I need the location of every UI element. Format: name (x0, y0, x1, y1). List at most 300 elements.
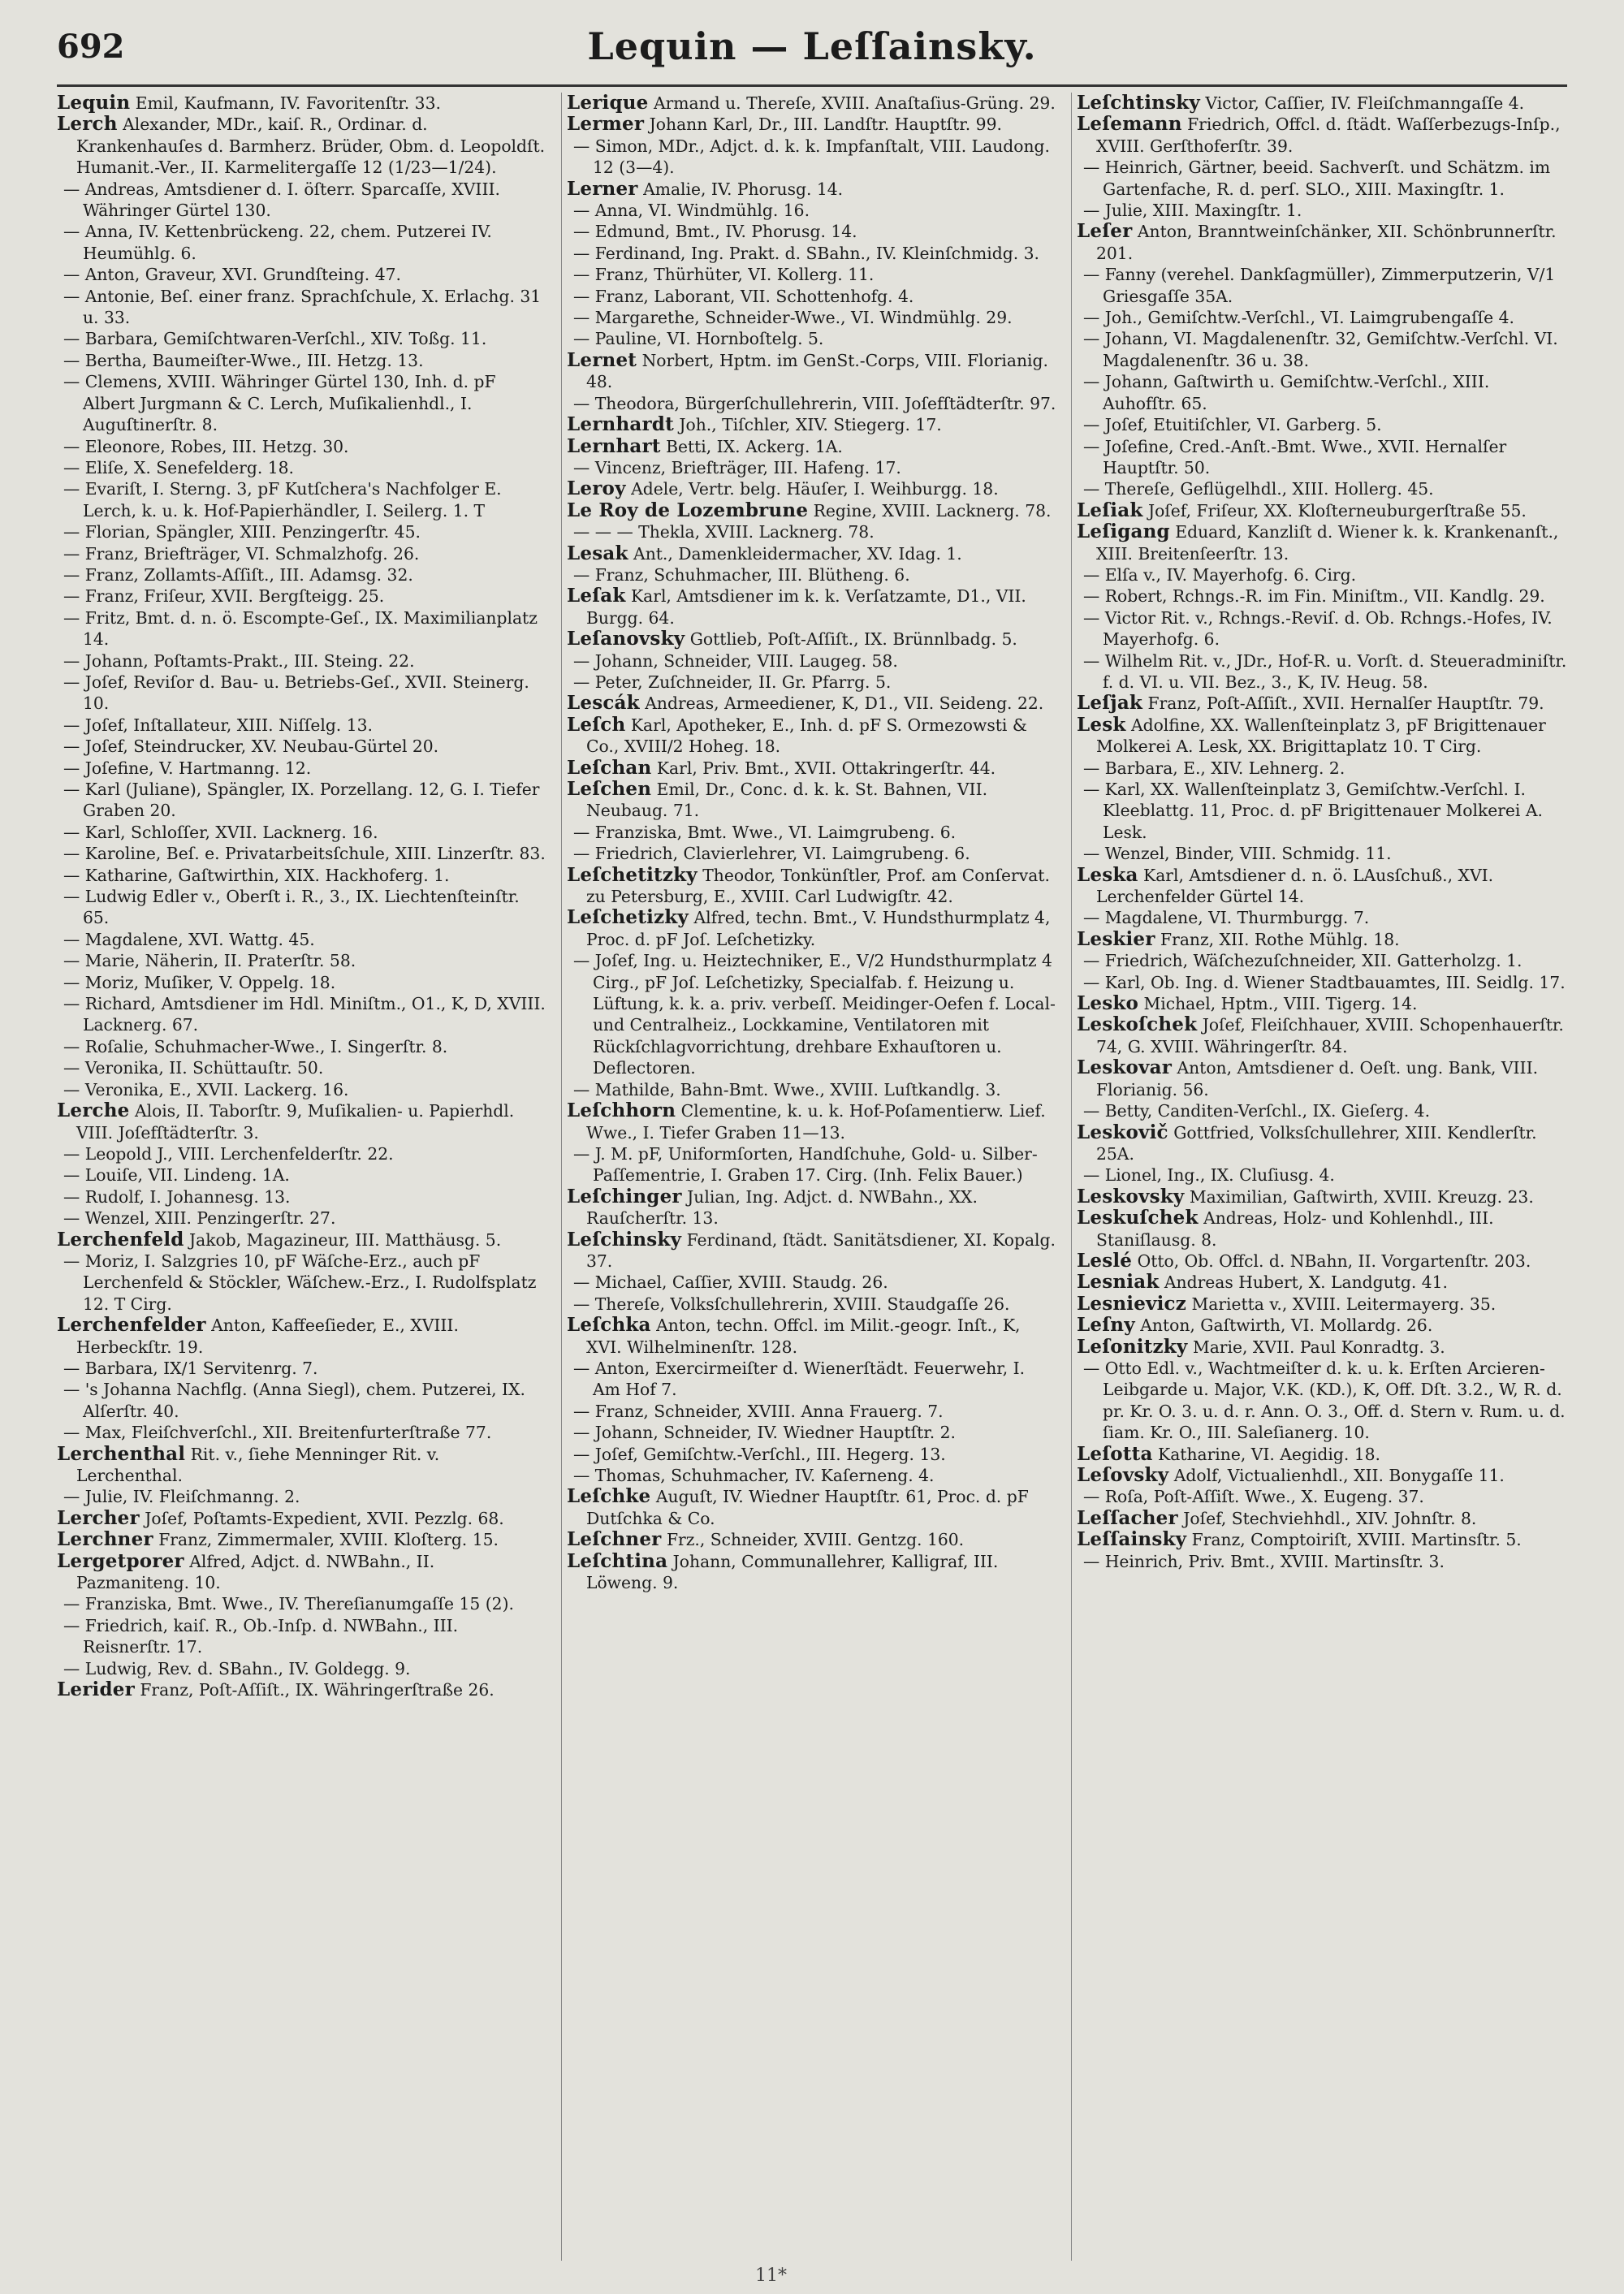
entry-text: Theodor, Tonkünſtler, Prof. am Conſervat. zu Petersburg, E., XVIII. Carl Ludwigſtr. 42. (586, 865, 1050, 907)
entry-text: Alfred, Adjct. d. NWBahn., II. Pazmaniteng. 10. (76, 1551, 435, 1593)
entry-text: Anton, Kaffeeſieder, E., XVIII. Herbeckſtr. 19. (76, 1315, 459, 1357)
entry-text: — Thereſe, Geflügelhdl., XIII. Hollerg. 45. (1083, 479, 1434, 499)
entry-text: Joſef, Friſeur, XX. Kloſterneuburgerſtraße 55. (1147, 500, 1527, 521)
entry-text: — Richard, Amtsdiener im Hdl. Miniſtm., O1., K, D, XVIII. Lacknerg. 67. (63, 994, 546, 1035)
entry-text: — Joh., Gemiſchtw.-Verſchl., VI. Laimgrubengaſſe 4. (1083, 308, 1514, 328)
entry-text: Auguſt, IV. Wiedner Hauptſtr. 61, Proc. d. pF Dutſchka & Co. (586, 1487, 1029, 1528)
entry-surname: Leſchen (567, 778, 652, 800)
entry-text: — Moriz, Muſiker, V. Oppelg. 18. (63, 972, 336, 992)
entry-text: Anton, techn. Offcl. im Milit.-geogr. Inſt., K, XVI. Wilhelminenſtr. 128. (586, 1315, 1021, 1357)
entry-text: — 's Johanna Nachflg. (Anna Siegl), chem. Putzerei, IX. Alſerſtr. 40. (63, 1380, 525, 1421)
directory-entry (1077, 843, 1567, 864)
entry-text: Gottlieb, Poſt-Aſſiſt., IX. Brünnlbadg. 5. (689, 629, 1017, 650)
entry-text: — Magdalene, VI. Thurmburgg. 7. (1083, 908, 1370, 928)
entry-text: Karl, Apotheker, E., Inh. d. pF S. Ormezowsti & Co., XVIII/2 Hoheg. 18. (586, 715, 1027, 757)
directory-entry (567, 1486, 1057, 1529)
entry-text: Karl, Priv. Bmt., XVII. Ottakringerſtr. 44. (656, 758, 996, 778)
entry-text: — Roſalie, Schuhmacher-Wwe., I. Singerſtr. 8. (63, 1036, 448, 1056)
entry-text: — Louiſe, VII. Lindeng. 1A. (63, 1165, 290, 1186)
directory-entry (567, 822, 1057, 843)
entry-surname: Leroy (567, 477, 626, 500)
entry-text: — Wenzel, XIII. Penzingerſtr. 27. (63, 1208, 336, 1229)
entry-surname: Leſny (1077, 1314, 1135, 1337)
directory-entry (57, 286, 547, 329)
entry-text: Andreas, Armeediener, K, D1., VII. Seideng. 22. (645, 693, 1044, 714)
entry-text: — Joſefine, V. Hartmanng. 12. (63, 758, 312, 778)
entry-surname: Leſchinger (567, 1185, 682, 1207)
entry-text: — Heinrich, Priv. Bmt., XVIII. Martinsſtr. 3. (1083, 1551, 1445, 1571)
entry-text: — Karl, XX. Wallenſteinplatz 3, Gemiſchtw.-Verſchl. I. Kleeblattg. 11, Proc. d. pF Brigittenauer Molkerei A. Lesk. (1083, 780, 1543, 842)
directory-entry (57, 736, 547, 757)
entry-text: — Barbara, E., XIV. Lehnerg. 2. (1083, 758, 1345, 778)
directory-entry (567, 328, 1057, 349)
entry-text: Joſef, Poſtamts-Expedient, XVII. Pezzlg. 68. (145, 1508, 504, 1528)
entry-text: — Lionel, Ing., IX. Cluſiusg. 4. (1083, 1165, 1335, 1186)
entry-text: — Franziska, Bmt. Wwe., VI. Laimgrubeng. 6. (573, 822, 957, 842)
entry-text: — Ferdinand, Ing. Prakt. d. SBahn., IV. Kleinſchmidg. 3. (573, 243, 1039, 263)
entry-surname: Lernet (567, 348, 637, 371)
entry-surname: Le Roy de Lozembrune (567, 499, 809, 521)
entry-surname: Leſiak (1077, 499, 1143, 521)
directory-entry (57, 843, 547, 864)
directory-entry (1077, 715, 1567, 758)
entry-surname: Lermer (567, 113, 645, 136)
directory-entry (567, 843, 1057, 864)
directory-entry (57, 929, 547, 950)
entry-surname: Leſjak (1077, 692, 1143, 715)
directory-entry (567, 393, 1057, 414)
entry-text: — Clemens, XVIII. Währinger Gürtel 130, Inh. d. pF Albert Jurgmann & C. Lerch, Muſikalienhdl., I. Auguſtinerſtr. 8. (63, 372, 496, 435)
entry-surname: Lernhart (567, 434, 661, 457)
entry-surname: Leskovar (1077, 1056, 1173, 1079)
directory-entry (567, 521, 1057, 542)
directory-entry (567, 350, 1057, 393)
directory-entry (57, 1100, 547, 1143)
entry-text: — Karl, Ob. Ing. d. Wiener Stadtbauamtes, III. Seidlg. 17. (1083, 972, 1566, 992)
directory-entry (57, 1615, 547, 1658)
entry-text: — Julie, IV. Fleiſchmanng. 2. (63, 1487, 300, 1507)
entry-text: — Peter, Zuſchneider, II. Gr. Pfarrg. 5. (573, 672, 892, 692)
directory-entry (1077, 114, 1567, 157)
entry-text: — Edmund, Bmt., IV. Phorusg. 14. (573, 222, 857, 242)
directory-entry (57, 221, 547, 264)
entry-text: — Friedrich, Clavierlehrer, VI. Laimgrubeng. 6. (573, 844, 970, 864)
entry-surname: Leslé (1077, 1249, 1133, 1272)
entry-text: — Margarethe, Schneider-Wwe., VI. Windmühlg. 29. (573, 308, 1013, 328)
entry-text: — Johann, Schneider, VIII. Laugeg. 58. (573, 650, 898, 671)
entry-text: Andreas Hubert, X. Landgutg. 41. (1164, 1272, 1448, 1293)
entry-text: Frz., Schneider, XVIII. Gentzg. 160. (666, 1530, 965, 1550)
directory-entry (1077, 1508, 1567, 1529)
entry-text: Clementine, k. u. k. Hof-Poſamentierw. Lief. Wwe., I. Tiefer Graben 11—13. (586, 1101, 1046, 1143)
directory-entry (567, 1444, 1057, 1465)
directory-entry (1077, 414, 1567, 435)
directory-entry (1077, 929, 1567, 950)
entry-text: — Max, Fleiſchverſchl., XII. Breitenfurterſtraße 77. (63, 1423, 492, 1443)
directory-entry (1077, 758, 1567, 779)
entry-text: — Elſa v., IV. Mayerhofg. 6. Cirg. (1083, 564, 1357, 585)
entry-surname: Leskovič (1077, 1121, 1168, 1143)
entry-surname: Leſigang (1077, 521, 1170, 543)
directory-entry (567, 1401, 1057, 1422)
entry-text: — Fritz, Bmt. d. n. ö. Escompte-Geſ., IX. Maximilianplatz 14. (63, 607, 538, 650)
entry-text: — Karoline, Beſ. e. Privatarbeitsſchule, XIII. Linzerſtr. 83. (63, 844, 546, 864)
entry-text: — Katharine, Gaſtwirthin, XIX. Hackhoferg. 1. (63, 865, 450, 885)
entry-surname: Lernhardt (567, 413, 674, 436)
entry-text: — Karl (Juliane), Spängler, IX. Porzellang. 12, G. I. Tiefer Graben 20. (63, 780, 540, 821)
entry-surname: Leſer (1077, 220, 1133, 243)
entry-text: — Joſef, Ing. u. Heiztechniker, E., V/2 Hundsthurmplatz 4 Cirg., pF Joſ. Leſchetizky, Specialfab. f. Heizung u. Lüftung, k. k. a. priv. verbeſſ. Meidinger-Oefen f. Local- und Centralheiz., Lockkamine, Ventilatoren mit Rückſchlagvorrichtung, drehbare Exhauſtoren u. Deflectoren. (573, 951, 1056, 1078)
directory-entry (1077, 1337, 1567, 1358)
entry-surname: Leſotta (1077, 1442, 1153, 1465)
entry-surname: Lesk (1077, 713, 1126, 736)
entry-text: — Franziska, Bmt. Wwe., IV. Thereſianumgaſſe 15 (2). (63, 1594, 514, 1614)
entry-text: — Joſef, Gemiſchtw.-Verſchl., III. Hegerg. 13. (573, 1444, 946, 1464)
directory-entry (57, 1036, 547, 1057)
entry-text: Amalie, IV. Phorusg. 14. (643, 179, 844, 199)
directory-entry (57, 1143, 547, 1164)
entry-surname: Leſchan (567, 756, 652, 779)
directory-entry (57, 1593, 547, 1614)
entry-text: Anton, Gaſtwirth, VI. Mollardg. 26. (1140, 1315, 1433, 1336)
entry-text: Otto, Ob. Offcl. d. NBahn, II. Vorgartenſtr. 203. (1137, 1251, 1531, 1271)
entry-text: Karl, Amtsdiener d. n. ö. LAusſchuß., XVI. Lerchenfelder Gürtel 14. (1096, 865, 1494, 907)
entry-text: — Roſa, Poſt-Aſſiſt. Wwe., X. Eugeng. 37. (1083, 1487, 1424, 1507)
entry-text: — Fanny (verehel. Dankſagmüller), Zimmerputzerin, V/1 Griesgaſſe 35A. (1083, 265, 1556, 306)
directory-entry (1077, 200, 1567, 221)
page-title: Lequin — Leſſainsky. (587, 24, 1037, 68)
directory-entry (57, 1207, 547, 1229)
directory-entry (1077, 1057, 1567, 1100)
entry-text: Ant., Damenkleidermacher, XV. Idag. 1. (633, 543, 962, 564)
directory-entry (1077, 1164, 1567, 1186)
entry-text: — Friedrich, kaiſ. R., Ob.-Inſp. d. NWBahn., III. Reisnerſtr. 17. (63, 1615, 459, 1657)
directory-entry (567, 907, 1057, 950)
directory-entry (1077, 650, 1567, 693)
entry-text: — Wilhelm Rit. v., JDr., Hof-R. u. Vorſt. d. Steueradminiſtr. f. d. VI. u. VII. Bez., 3., K, IV. Heug. 58. (1083, 650, 1567, 692)
directory-entry (57, 607, 547, 650)
entry-text: — Pauline, VI. Hornboſtelg. 5. (573, 329, 824, 349)
directory-entry (567, 1551, 1057, 1594)
directory-entry (567, 414, 1057, 435)
directory-entry (57, 1164, 547, 1186)
entry-surname: Lerider (57, 1678, 135, 1701)
directory-entry (57, 1422, 547, 1443)
directory-entry (567, 1186, 1057, 1229)
entry-text: Regine, XVIII. Lacknerg. 78. (813, 500, 1052, 521)
directory-entry (567, 1465, 1057, 1486)
directory-entry (567, 779, 1057, 822)
directory-entry (567, 1100, 1057, 1143)
entry-text: — Thomas, Schuhmacher, IV. Kaſerneng. 4. (573, 1466, 935, 1485)
directory-entry (57, 543, 547, 564)
directory-entry (57, 179, 547, 222)
directory-entry (1077, 500, 1567, 521)
directory-entry (567, 672, 1057, 693)
directory-entry (57, 371, 547, 435)
directory-entry (57, 1057, 547, 1078)
directory-entry (567, 715, 1057, 758)
directory-entry (57, 93, 547, 114)
directory-entry (567, 1358, 1057, 1401)
entry-surname: Leſemann (1077, 113, 1182, 136)
directory-entry (1077, 1014, 1567, 1057)
entry-surname: Leſovsky (1077, 1464, 1169, 1486)
entry-surname: Lercher (57, 1506, 140, 1529)
directory-entry (567, 1294, 1057, 1315)
directory-entry (567, 136, 1057, 179)
signature-mark: 11* (755, 2266, 787, 2286)
entry-text: Johann, Communallehrer, Kalligraf, III. Löweng. 9. (586, 1551, 999, 1593)
entry-surname: Lerner (567, 177, 638, 200)
entry-text: Alexander, MDr., kaiſ. R., Ordinar. d. Krankenhauſes d. Barmherz. Brüder, Obm. d. Leopoldſt. Humanit.-Ver., II. Karmelitergaſſe 12 (1/23—1/24). (76, 114, 546, 178)
directory-entry (1077, 1486, 1567, 1507)
entry-text: — Joſef, Inſtallateur, XIII. Niſſelg. 13. (63, 715, 373, 735)
directory-entry (567, 585, 1057, 629)
entry-surname: Leſchetitzky (567, 863, 698, 886)
entry-text: Andreas, Holz- und Kohlenhdl., III. Staniſlausg. 8. (1096, 1208, 1494, 1250)
entry-text: — Franz, Schuhmacher, III. Blütheng. 6. (573, 564, 910, 585)
entry-text: — Leopold J., VIII. Lerchenfelderſtr. 22. (63, 1143, 394, 1164)
directory-entry (57, 779, 547, 822)
directory-entry (1077, 221, 1567, 264)
entry-text: Gottfried, Volksſchullehrer, XIII. Kendlerſtr. 25A. (1096, 1122, 1537, 1164)
entry-text: Armand u. Thereſe, XVIII. Anaſtaſius-Grüng. 29. (653, 93, 1056, 113)
directory-entry (1077, 1315, 1567, 1336)
entry-text: — Friedrich, Wäſchezuſchneider, XII. Gatterholzg. 1. (1083, 951, 1522, 971)
directory-entry (1077, 693, 1567, 714)
entry-text: — Marie, Näherin, II. Praterſtr. 58. (63, 951, 356, 971)
directory-entry (57, 328, 547, 349)
directory-entry (567, 93, 1057, 114)
directory-entry (1077, 1251, 1567, 1272)
directory-entry (567, 1315, 1057, 1358)
entry-text: — Anna, VI. Windmühlg. 16. (573, 201, 810, 221)
entry-text: — Ludwig Edler v., Oberſt i. R., 3., IX. Liechtenſteinſtr. 65. (63, 887, 520, 928)
entry-text: Anton, Branntweinſchänker, XII. Schönbrunnerſtr. 201. (1096, 222, 1557, 263)
directory-entry (567, 1229, 1057, 1272)
directory-entry (567, 478, 1057, 499)
directory-entry (57, 564, 547, 585)
page-header (57, 19, 1567, 84)
directory-entry (57, 1508, 547, 1529)
entry-columns (57, 93, 1567, 2261)
entry-text: — Vincenz, Briefträger, III. Hafeng. 17. (573, 457, 901, 477)
entry-text: Betti, IX. Ackerg. 1A. (666, 436, 843, 456)
entry-surname: Lergetporer (57, 1549, 184, 1572)
directory-entry (567, 1272, 1057, 1293)
directory-entry (567, 543, 1057, 564)
directory-entry (57, 114, 547, 178)
directory-entry (57, 950, 547, 971)
directory-entry (567, 286, 1057, 307)
entry-surname: Lescák (567, 692, 640, 715)
entry-text: Franz, Poſt-Aſſiſt., XVII. Hernalſer Hauptſtr. 79. (1147, 693, 1544, 714)
directory-entry (567, 114, 1057, 135)
entry-text: — Joſef, Etuitiſchler, VI. Garberg. 5. (1083, 415, 1382, 435)
entry-text: Alois, II. Taborſtr. 9, Muſikalien- u. Papierhdl. VIII. Joſefſtädterſtr. 3. (76, 1101, 515, 1143)
directory-entry (1077, 1100, 1567, 1121)
entry-text: Katharine, VI. Aegidig. 18. (1158, 1444, 1381, 1464)
entry-text: — Victor Rit. v., Rchngs.-Reviſ. d. Ob. Rchngs.-Hofes, IV. Mayerhofg. 6. (1083, 607, 1553, 650)
directory-entry (57, 1658, 547, 1679)
entry-text: — Wenzel, Binder, VIII. Schmidg. 11. (1083, 844, 1392, 864)
directory-entry (567, 179, 1057, 200)
directory-entry (1077, 972, 1567, 993)
entry-text: — Evariſt, I. Sterng. 3, pF Kutſchera's Nachfolger E. Lerch, k. u. k. Hof-Papierhändler, I. Seilerg. 1. T (63, 479, 502, 521)
directory-entry (567, 264, 1057, 285)
directory-entry (567, 243, 1057, 264)
entry-text: — Barbara, IX/1 Servitenrg. 7. (63, 1358, 318, 1378)
entry-text: — Anton, Graveur, XVI. Grundſteing. 47. (63, 265, 401, 285)
entry-text: — Robert, Rchngs.-R. im Fin. Miniſtm., VII. Kandlg. 29. (1083, 586, 1545, 607)
entry-text: Adolf, Victualienhdl., XII. Bonygaſſe 11. (1173, 1466, 1505, 1485)
directory-entry (57, 1551, 547, 1594)
directory-entry (1077, 157, 1567, 200)
entry-text: — Joſef, Steindrucker, XV. Neubau-Gürtel 20. (63, 737, 439, 757)
directory-entry (57, 585, 547, 607)
directory-entry (57, 1251, 547, 1315)
entry-surname: Lesko (1077, 992, 1139, 1015)
directory-entry (57, 350, 547, 371)
directory-entry (57, 1679, 547, 1700)
directory-entry (57, 650, 547, 672)
entry-surname: Lesniak (1077, 1271, 1160, 1294)
directory-entry (567, 436, 1057, 457)
entry-text: Emil, Kaufmann, IV. Favoritenſtr. 33. (135, 93, 441, 113)
directory-entry (567, 629, 1057, 650)
entry-text: — Magdalene, XVI. Wattg. 45. (63, 929, 315, 949)
directory-entry (1077, 865, 1567, 908)
directory-entry (1077, 564, 1567, 585)
entry-surname: Leſchinsky (567, 1228, 682, 1251)
directory-entry (1077, 607, 1567, 650)
directory-entry (57, 1079, 547, 1100)
entry-text: — Rudolf, I. Johannesg. 13. (63, 1186, 291, 1207)
directory-entry (57, 457, 547, 478)
entry-text: Eduard, Kanzliſt d. Wiener k. k. Krankenanſt., XIII. Breitenſeerſtr. 13. (1096, 522, 1559, 564)
column-3 (1071, 93, 1567, 2261)
entry-text: — Antonie, Beſ. einer franz. Sprachſchule, X. Erlachg. 31 u. 33. (63, 286, 542, 328)
entry-surname: Lerche (57, 1099, 130, 1122)
directory-entry (57, 822, 547, 843)
entry-text: — Eliſe, X. Senefelderg. 18. (63, 457, 295, 477)
directory-entry (567, 500, 1057, 521)
entry-text: — Joſef, Reviſor d. Bau- u. Betriebs-Geſ., XVII. Steinerg. 10. (63, 672, 529, 714)
directory-entry (567, 307, 1057, 328)
entry-text: Adele, Vertr. belg. Häuſer, I. Weihburgg. 18. (631, 479, 999, 499)
directory-entry (57, 1529, 547, 1550)
directory-entry (1077, 328, 1567, 371)
entry-text: — J. M. pF, Uniformſorten, Handſchuhe, Gold- u. Silber-Paſſementrie, I. Graben 17. Cirg. (Inh. Felix Bauer.) (573, 1143, 1038, 1186)
directory-entry (1077, 1465, 1567, 1486)
directory-entry (1077, 307, 1567, 328)
entry-text: Karl, Amtsdiener im k. k. Verſatzamte, D1., VII. Burgg. 64. (586, 586, 1026, 628)
directory-entry (1077, 1122, 1567, 1165)
entry-surname: Lerchenfeld (57, 1228, 184, 1251)
entry-text: — Veronika, E., XVII. Lackerg. 16. (63, 1079, 349, 1099)
entry-text: — Anton, Exercirmeiſter d. Wienerſtädt. Feuerwehr, I. Am Hof 7. (573, 1358, 1026, 1400)
entry-text: Franz, XII. Rothe Mühlg. 18. (1160, 929, 1400, 949)
entry-text: — Johann, VI. Magdalenenſtr. 32, Gemiſchtw.-Verſchl. VI. Magdalenenſtr. 36 u. 38. (1083, 329, 1558, 370)
directory-entry (567, 950, 1057, 1078)
entry-surname: Leskuſchek (1077, 1207, 1199, 1229)
entry-text: Johann Karl, Dr., III. Landſtr. Hauptſtr. 99. (649, 114, 1002, 135)
directory-entry (57, 1486, 547, 1507)
entry-surname: Leska (1077, 863, 1138, 886)
entry-text: Emil, Dr., Conc. d. k. k. St. Bahnen, VII. Neubaug. 71. (586, 780, 988, 821)
directory-entry (57, 865, 547, 886)
entry-text: — Otto Edl. v., Wachtmeiſter d. k. u. k. Erſten Arcieren-Leibgarde u. Major, V.K. (KD.), K, Off. Dſt. 3.2., W, R. d. pr. Kr. O. 3. u. d. r. Ann. O. 3., Off. d. Stern v. Rum. u. d. ſiam. Kr. O., III. Saleſianerg. 10. (1083, 1358, 1566, 1443)
directory-entry (1077, 1551, 1567, 1572)
directory-entry (1077, 371, 1567, 414)
entry-surname: Leſchtina (567, 1549, 668, 1572)
column-2 (561, 93, 1057, 2261)
directory-entry (57, 1358, 547, 1379)
directory-entry (1077, 1529, 1567, 1550)
entry-text: — Thereſe, Volksſchullehrerin, XVIII. Staudgaſſe 26. (573, 1294, 1010, 1314)
entry-text: Joſef, Stechviehhdl., XIV. Johnſtr. 8. (1183, 1508, 1477, 1528)
header-rule (57, 84, 1567, 87)
directory-entry (1077, 478, 1567, 499)
entry-surname: Leskoſchek (1077, 1013, 1198, 1036)
entry-surname: Lerique (567, 93, 649, 114)
entry-surname: Leskovsky (1077, 1185, 1185, 1207)
entry-text: Maximilian, Gaſtwirth, XVIII. Kreuzg. 23. (1189, 1186, 1534, 1207)
entry-text: Victor, Caſſier, IV. Fleiſchmanngaſſe 4. (1205, 93, 1525, 113)
directory-entry (1077, 1272, 1567, 1293)
directory-entry (1077, 1207, 1567, 1251)
entry-text: Norbert, Hptm. im GenSt.-Corps, VIII. Florianig. 48. (586, 350, 1048, 392)
directory-entry (1077, 436, 1567, 479)
entry-surname: Lequin (57, 93, 131, 114)
entry-text: Marietta v., XVIII. Leitermayerg. 35. (1191, 1294, 1497, 1314)
directory-entry (1077, 521, 1567, 564)
directory-entry (1077, 907, 1567, 928)
entry-surname: Leskier (1077, 927, 1155, 950)
entry-surname: Lerch (57, 113, 118, 136)
directory-entry (567, 200, 1057, 221)
directory-entry (57, 1186, 547, 1207)
directory-entry (1077, 1444, 1567, 1465)
directory-entry (57, 758, 547, 779)
entry-text: Friedrich, Offcl. d. ſtädt. Waſſerbezugs-Inſp., XVIII. Gerſthoferſtr. 39. (1096, 114, 1561, 156)
entry-surname: Leſak (567, 585, 626, 607)
directory-entry (1077, 950, 1567, 971)
entry-text: — Bertha, Baumeiſter-Wwe., III. Hetzg. 13. (63, 350, 424, 370)
entry-surname: Leſchka (567, 1314, 651, 1337)
entry-text: Ferdinand, ſtädt. Sanitätsdiener, XI. Kopalg. 37. (586, 1229, 1056, 1271)
entry-text: — Julie, XIII. Maxingſtr. 1. (1083, 201, 1302, 221)
entry-text: Adolfine, XX. Wallenſteinplatz 3, pF Brigittenauer Molkerei A. Lesk, XX. Brigittaplatz 10. T Cirg. (1096, 715, 1546, 757)
directory-entry (1077, 264, 1567, 307)
entry-text: — Mathilde, Bahn-Bmt. Wwe., XVIII. Luſtkandlg. 3. (573, 1079, 1001, 1099)
directory-entry (57, 478, 547, 521)
entry-text: — Johann, Gaſtwirth u. Gemiſchtw.-Verſchl., XIII. Auhofſtr. 65. (1083, 372, 1490, 413)
directory-entry (567, 564, 1057, 585)
directory-entry (567, 650, 1057, 672)
entry-text: — Joſefine, Cred.-Anſt.-Bmt. Wwe., XVII. Hernalſer Hauptſtr. 50. (1083, 436, 1507, 477)
directory-entry (567, 1422, 1057, 1443)
entry-surname: Lesak (567, 542, 628, 564)
entry-text: — Franz, Zollamts-Aſſiſt., III. Adamsg. 32. (63, 564, 413, 585)
entry-text: Rit. v., ſiehe Menninger Rit. v. Lerchenthal. (76, 1444, 440, 1485)
entry-text: Joh., Tiſchler, XIV. Stiegerg. 17. (679, 415, 942, 435)
entry-text: — Johann, Schneider, IV. Wiedner Hauptſtr. 2. (573, 1423, 956, 1443)
entry-text: — Johann, Poſtamts-Prakt., III. Steing. 22. (63, 650, 415, 671)
directory-entry (57, 993, 547, 1036)
entry-surname: Leſſacher (1077, 1506, 1178, 1529)
